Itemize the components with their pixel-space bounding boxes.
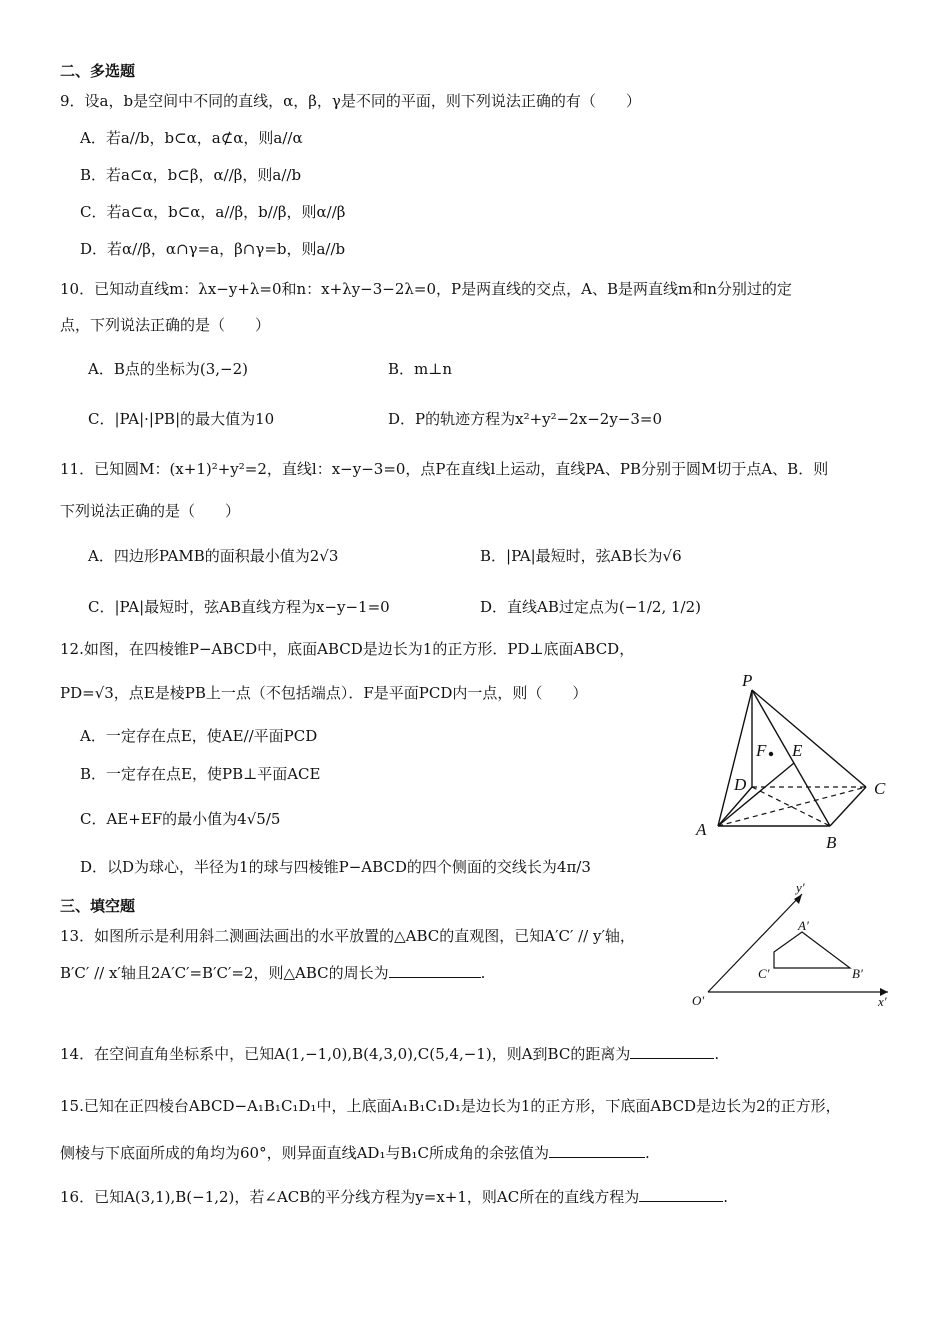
q16-answer-blank[interactable]	[639, 1201, 723, 1202]
q10-option-a: A．B点的坐标为(3,−2)	[88, 360, 248, 378]
q12-option-c: C．AE+EF的最小值为4√5/5	[80, 810, 281, 828]
q13-answer-blank[interactable]	[389, 977, 481, 978]
q11-option-b: B．|PA|最短时，弦AB长为√6	[480, 547, 682, 565]
q14-line	[60, 1043, 719, 1065]
label-o-prime: O′	[692, 993, 705, 1008]
q10-stem-line2: 点，下列说法正确的是（ ）	[60, 316, 271, 334]
q14-end: .	[714, 1045, 720, 1063]
q12-option-d: D．以D为球心，半径为1的球与四棱锥P−ABCD的四个侧面的交线长为4π/3	[80, 858, 591, 876]
q11-option-c: C．|PA|最短时，弦AB直线方程为x−y−1=0	[88, 598, 390, 616]
q14-answer-blank[interactable]	[630, 1058, 714, 1059]
label-f: F	[756, 741, 767, 760]
q13-oblique-figure	[690, 880, 900, 1010]
q15-end: .	[644, 1144, 650, 1162]
section-multi-choice: 二、多选题	[60, 62, 136, 80]
edge-pc	[752, 690, 866, 787]
q16-line	[60, 1186, 728, 1208]
q10-option-b: B．m⊥n	[388, 360, 453, 378]
q15-stem: 侧棱与下底面所成的角均为60°，则异面直线AD₁与B₁C所成角的余弦值为	[60, 1144, 549, 1162]
label-c-prime: C′	[758, 966, 770, 981]
q9-stem: 9．设a，b是空间中不同的直线，α，β，γ是不同的平面，则下列说法正确的有（ ）	[60, 92, 641, 110]
label-b-prime: B′	[852, 966, 863, 981]
label-y-prime: y′	[796, 880, 805, 895]
label-a: A	[696, 820, 707, 839]
label-c: C	[874, 779, 886, 798]
axis-y	[708, 894, 802, 992]
q9-option-c: C．若a⊂α，b⊂α，a//β，b//β，则α//β	[80, 203, 346, 221]
label-d: D	[734, 775, 747, 794]
q10-option-c: C．|PA|·|PB|的最大值为10	[88, 410, 275, 428]
label-e: E	[792, 741, 803, 760]
label-a-prime: A′	[798, 918, 809, 933]
q9-option-b: B．若a⊂α，b⊂β，α//β，则a//b	[80, 166, 302, 184]
edge-bc	[830, 787, 866, 826]
section-fill-blank: 三、填空题	[60, 897, 136, 915]
q13-stem-line1: 13．如图所示是利用斜二测画法画出的水平放置的△ABC的直观图，已知A′C′ // y′轴，	[60, 927, 635, 945]
q9-option-a: A．若a//b，b⊂α，a⊄α，则a//α	[80, 129, 303, 147]
q12-stem-line1: 12.如图，在四棱锥P−ABCD中，底面ABCD是边长为1的正方形．PD⊥底面ABCD，	[60, 640, 635, 658]
triangle-abc	[774, 932, 850, 968]
q11-stem-line1: 11．已知圆M：(x+1)²+y²=2，直线l：x−y−3=0，点P在直线l上运动，直线PA、PB分别于圆M切于点A、B．则	[60, 460, 829, 478]
q13-stem-line2	[60, 962, 485, 984]
q14-stem: 14．在空间直角坐标系中，已知A(1,−1,0),B(4,3,0),C(5,4,−1)，则A到BC的距离为	[60, 1045, 631, 1063]
point-f	[769, 752, 773, 756]
q15-line2	[60, 1142, 650, 1164]
q15-stem-line1: 15.已知在正四棱台ABCD−A₁B₁C₁D₁中，上底面A₁B₁C₁D₁是边长为1的正方形，下底面ABCD是边长为2的正方形，	[60, 1097, 841, 1115]
q9-option-d: D．若α//β，α∩γ=a，β∩γ=b，则a//b	[80, 240, 346, 258]
q11-option-a: A．四边形PAMB的面积最小值为2√3	[88, 547, 339, 565]
q12-stem-line2: PD=√3，点E是棱PB上一点（不包括端点）．F是平面PCD内一点，则（ ）	[60, 684, 588, 702]
q10-option-d: D．P的轨迹方程为x²+y²−2x−2y−3=0	[388, 410, 663, 428]
arrow-y-icon	[794, 894, 802, 904]
q11-stem-line2: 下列说法正确的是（ ）	[60, 502, 241, 520]
q16-end: .	[723, 1188, 729, 1206]
q11-option-d: D．直线AB过定点为(−1/2, 1/2)	[480, 598, 701, 616]
label-p: P	[742, 671, 753, 690]
q12-option-b: B．一定存在点E，使PB⊥平面ACE	[80, 765, 321, 783]
q15-answer-blank[interactable]	[549, 1157, 645, 1158]
q10-stem-line1: 10．已知动直线m：λx−y+λ=0和n：x+λy−3−2λ=0，P是两直线的交点，A、B是两直线m和n分别过的定	[60, 280, 792, 298]
q12-option-a: A．一定存在点E，使AE//平面PCD	[80, 727, 318, 745]
q12-pyramid-figure	[690, 670, 900, 860]
q16-stem: 16．已知A(3,1),B(−1,2)，若∠ACB的平分线方程为y=x+1，则AC所在的直线方程为	[60, 1188, 640, 1206]
label-x-prime: x′	[878, 994, 887, 1009]
q13-end: .	[480, 964, 486, 982]
label-b: B	[826, 833, 837, 852]
q13-stem-text: B′C′ // x′轴且2A′C′=B′C′=2，则△ABC的周长为	[60, 964, 389, 982]
